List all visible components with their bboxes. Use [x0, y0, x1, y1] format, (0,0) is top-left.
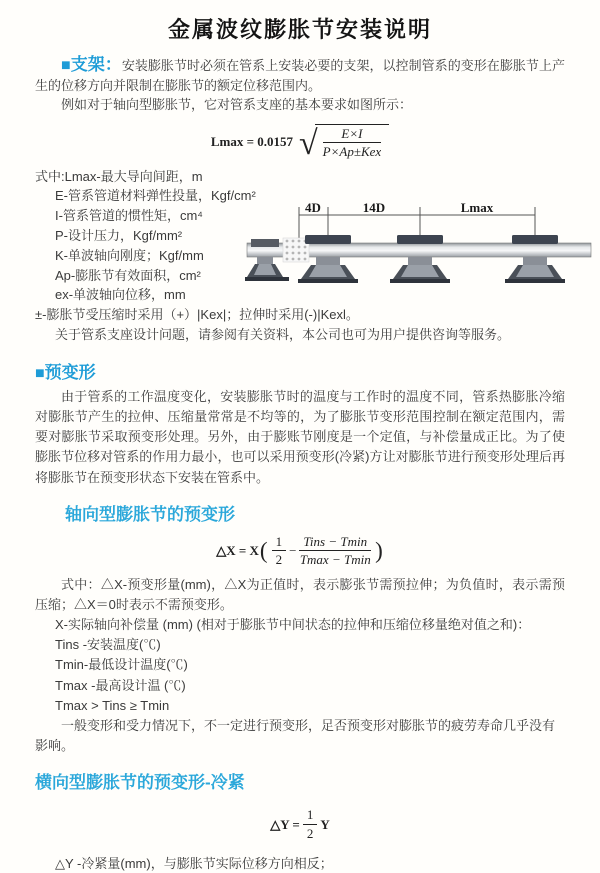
lateral-note-line: △Y -冷紧量(mm)，与膨胀节实际位移方向相反； — [55, 855, 333, 871]
formula-lhs: Lmax = 0.0157 — [210, 133, 293, 149]
lateral-preform-heading: 横向型膨胀节的预变形-冷紧 — [35, 773, 245, 793]
fraction-denominator: P×Ap±Kex — [322, 144, 382, 160]
definition-line: Tmin-最低设计温度(℃) — [55, 657, 188, 673]
definition-line: 式中:Lmax-最大导向间距，m — [35, 168, 203, 184]
fraction — [323, 126, 382, 160]
support-section-label — [61, 55, 122, 74]
guide-spacing-formula — [35, 124, 565, 160]
open-paren: ( — [259, 538, 268, 564]
pipe-support-diagram — [243, 199, 595, 297]
general-remark-line: 一般变形和受力情况下，不一定进行预变形，足否预变形对膨胀节的疲劳寿命几乎没有影响。 — [35, 718, 556, 754]
definition-line: ex-单波轴向位移，mm — [55, 287, 186, 303]
blue-square-bullet-icon: ■ — [61, 57, 71, 74]
definition-line: Tmax -最高设计温 (℃) — [55, 677, 186, 693]
document-page — [0, 13, 600, 873]
dim-label-14d: 14D — [362, 200, 386, 215]
preform-label-text: 预变形 — [44, 362, 96, 382]
formula-lhs: △X = X — [216, 542, 259, 558]
axial-preform-heading: 轴向型膨胀节的预变形 — [65, 504, 235, 524]
dim-label-4d: 4D — [305, 200, 321, 215]
fraction-denominator: 2 — [275, 552, 283, 568]
support-intro-paragraph — [35, 55, 565, 95]
fraction-numerator: E×I — [323, 126, 382, 144]
preform-section-heading — [35, 358, 565, 383]
pipe-support-icon — [505, 235, 565, 283]
definition-line: K-单波轴向刚度；Kgf/mm — [55, 247, 204, 263]
fraction-half — [303, 807, 318, 841]
formula-rhs: Y — [320, 816, 330, 832]
fraction-half — [272, 534, 287, 568]
support-label-text: 支架： — [70, 55, 122, 74]
axial-formula-explanation: 式中：△X-预变形量(mm)，△X为正值时，表示膨张节需预拉伸；为负值时，表示需预压缩；△X＝0时表示不需预变形。 — [35, 577, 565, 613]
support-intro-text: 安装膨胀节时必须在管系上安装必要的支架，以控制管系的变形在膨胀节上产生的位移方向并限制在膨胀节的额定位移范围内。 — [35, 58, 565, 93]
support-note-line: 关于管系支座设计问题，请参阅有关资料，本公司也可为用户提供咨询等服务。 — [55, 327, 511, 343]
formula-lhs: △Y = — [270, 816, 300, 832]
close-paren: ) — [375, 538, 383, 564]
fraction-denominator: Tmax − Tmin — [299, 552, 371, 568]
axial-preform-formula — [35, 534, 565, 568]
pipe-main-segment — [307, 243, 591, 257]
temperature-fraction — [299, 534, 371, 568]
definition-line: Tins -安装温度(℃) — [55, 637, 161, 653]
lateral-preform-formula — [35, 807, 565, 841]
support-example-line: 例如对于轴向型膨胀节，它对管系支座的基本要求如图所示： — [61, 97, 413, 112]
dim-label-lmax: Lmax — [460, 200, 494, 215]
minus-operator: − — [289, 542, 297, 558]
preform-paragraph: 由于管系的工作温度变化，安装膨胀节时的温度与工作时的温度不同，管系热膨胀冷缩对膨胀节产生的拉伸、压缩量常常是不均等的，为了膨胀节变形范围控制在额定范围内，需要对膨胀节采取预变形处理。另外，由于膨账节刚度是一个定值，与补偿量成正比。为了使膨胀节位移对管系的作用力最小，也可以采用预变形(冷紧)方让对膨胀节进行预变形处理后再将膨胀节在预变形状态下安装在管系中。 — [35, 388, 565, 485]
axial-definitions — [35, 615, 565, 756]
definition-line: Tmax > Tins ≥ Tmin — [55, 697, 170, 713]
square-root-expression — [299, 124, 389, 160]
radicand — [315, 124, 390, 160]
fraction-denominator: 2 — [306, 826, 314, 842]
definition-line: P-设计压力，Kgf/mm² — [55, 228, 183, 244]
definition-line: Ap-膨胀节有效面积，cm² — [55, 267, 201, 283]
pipe-support-icon — [390, 235, 450, 283]
blue-square-bullet-icon: ■ — [35, 364, 45, 382]
radical-sign: √ — [299, 124, 318, 162]
fraction-numerator: 1 — [303, 807, 318, 825]
definition-line: X-实际轴向补偿量 (mm) (相对于膨胀节中间状态的拉伸和压缩位移量绝对值之和)： — [55, 617, 531, 633]
page-title: 金属波纹膨胀节安装说明 — [167, 17, 432, 42]
definition-line: I-管系管道的惯性矩，cm⁴ — [55, 208, 203, 224]
fraction-numerator: Tins − Tmin — [299, 534, 371, 552]
definition-line: E-管系管道材料弹性投量，Kgf/cm² — [55, 188, 256, 204]
definition-line: ±-膨胀节受压缩时采用（+）|Kex|；拉伸时采用(-)|Kexl。 — [35, 307, 359, 323]
fraction-numerator: 1 — [272, 534, 287, 552]
